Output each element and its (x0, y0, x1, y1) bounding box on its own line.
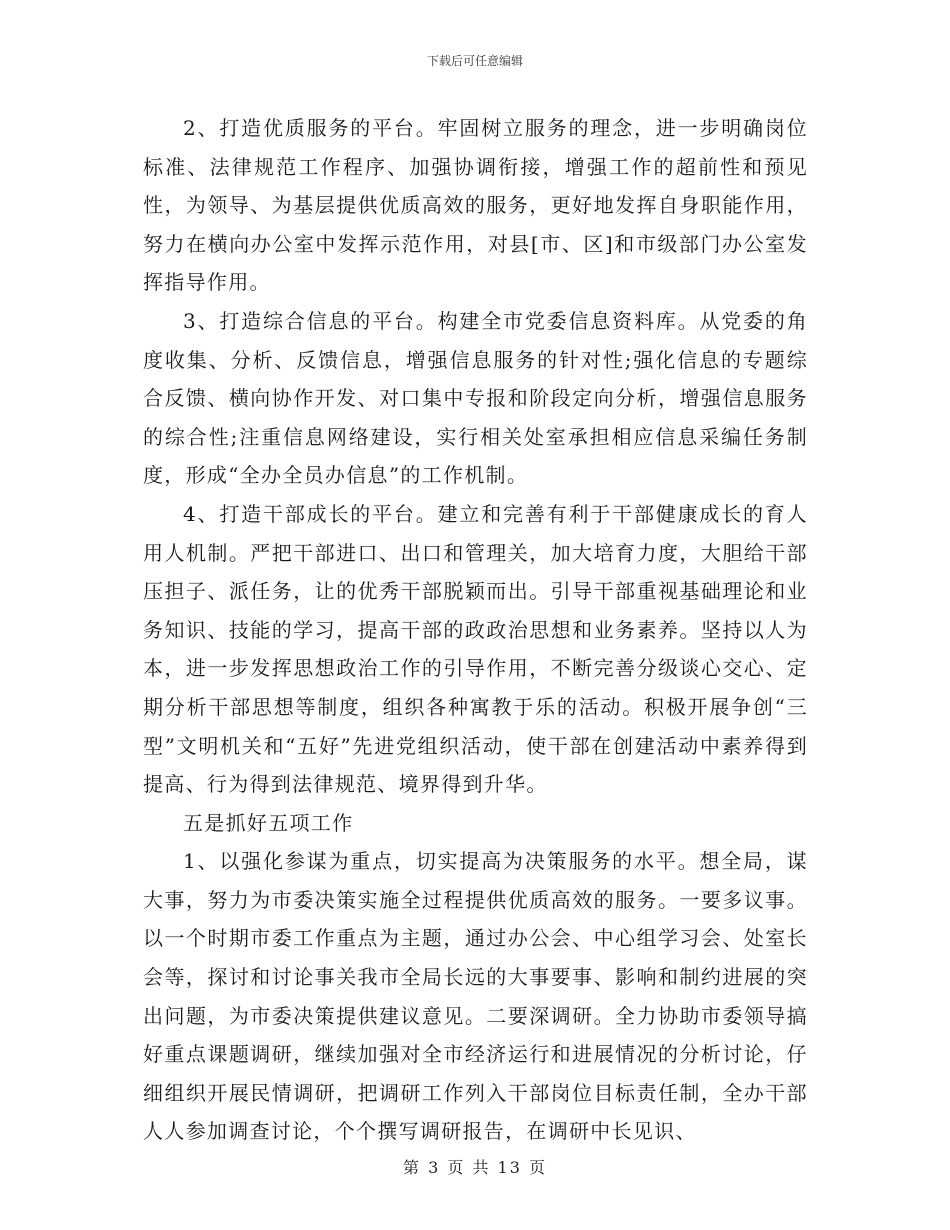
paragraph-platform-cadre: 4、打造干部成长的平台。建立和完善有利于干部健康成长的育人用人机制。严把干部进口、出口和管理关，加大培育力度，大胆给干部压担子、派任务，让的优秀干部脱颖而出。引导干部重视基础理论和业务知识、技能的学习，提高干部的政政治思想和业务素养。坚持以人为本，进一步发挥思想政治工作的引导作用，不断完善分级谈心交心、定期分析干部思想等制度，组织各种寓教于乐的活动。积极开展争创“三型”文明机关和“五好”先进党组织活动，使干部在创建活动中素养得到提高、行为得到法律规范、境界得到升华。 (143, 501, 808, 797)
page-header: 下载后可任意编辑 (426, 54, 523, 68)
paragraph-platform-service: 2、打造优质服务的平台。牢固树立服务的理念，进一步明确岗位标准、法律规范工作程序、加强协调衔接，增强工作的超前性和预见性，为领导、为基层提供优质高效的服务，更好地发挥自身职能作用，努力在横向办公室中发挥示范作用，对县[市、区]和市级部门办公室发挥指导作用。 (143, 116, 808, 295)
page-number-footer: 第 3 页 共 13 页 (403, 1158, 547, 1177)
paragraph-task-advisory: 1、以强化参谋为重点，切实提高为决策服务的水平。想全局，谋大事，努力为市委决策实施全过程提供优质高效的服务。一要多议事。以一个时期市委工作重点为主题，通过办公会、中心组学习会、处室长会等，探讨和讨论事关我市全局长远的大事要事、影响和制约进展的突出问题，为市委决策提供建议意见。二要深调研。全力协助市委领导搞好重点课题调研，继续加强对全市经济运行和进展情况的分析讨论，仔细组织开展民情调研，把调研工作列入干部岗位目标责任制，全办干部人人参加调查讨论，个个撰写调研报告，在调研中长见识、 (143, 849, 808, 1144)
paragraph-platform-information: 3、打造综合信息的平台。构建全市党委信息资料库。从党委的角度收集、分析、反馈信息，增强信息服务的针对性;强化信息的专题综合反馈、横向协作开发、对口集中专报和阶段定向分析，增强信息服务的综合性;注重信息网络建设，实行相关处室承担相应信息采编任务制度，形成“全办全员办信息”的工作机制。 (143, 308, 808, 488)
section-heading-five-tasks: 五是抓好五项工作 (183, 810, 354, 835)
document-body (143, 109, 808, 1151)
